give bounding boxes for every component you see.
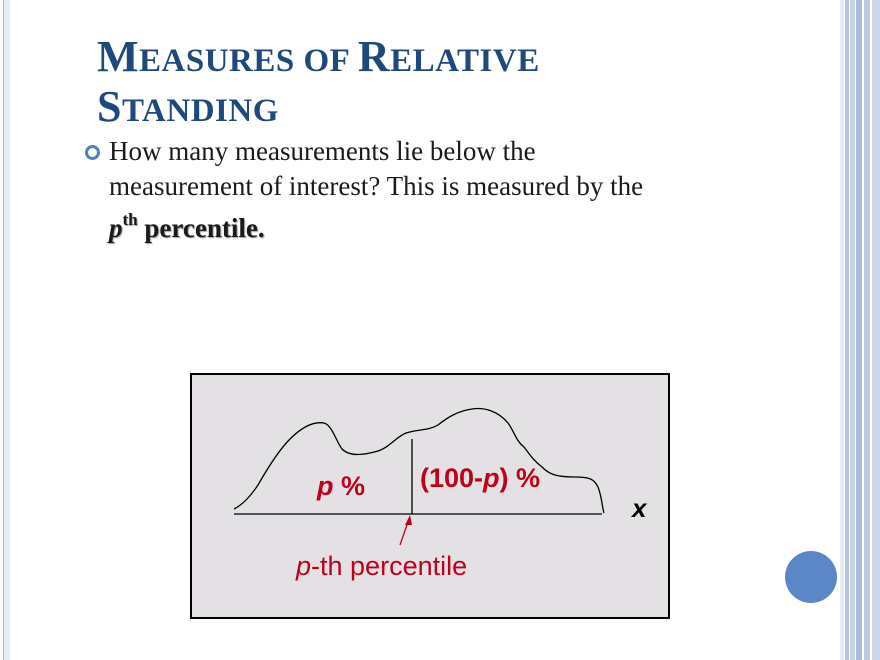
- left-border-decoration: [0, 0, 10, 660]
- bullet-circle-icon: [85, 145, 100, 160]
- percentile-term: $p^{th}$ percentile.: [109, 210, 265, 243]
- bullet-text: [109, 134, 809, 246]
- right-stripes-decoration: [840, 0, 880, 660]
- bullet-line-2: measurement of interest? This is measured by the: [109, 171, 644, 201]
- slide-title: MEASURES OF RELATIVE STANDING: [97, 32, 540, 131]
- percentile-pointer-label: p-th percentile: [296, 551, 468, 581]
- right-area-label: (100-p) %: [420, 463, 541, 493]
- slide-nav-circle-button[interactable]: [785, 551, 837, 603]
- distribution-curve: [234, 409, 604, 513]
- left-area-label: p %: [317, 471, 366, 501]
- axis-x-label: x: [632, 493, 647, 523]
- percentile-diagram: [190, 373, 670, 619]
- bullet-line-1: How many measurements lie below the: [109, 136, 536, 166]
- pointer-arrowhead: [405, 515, 412, 525]
